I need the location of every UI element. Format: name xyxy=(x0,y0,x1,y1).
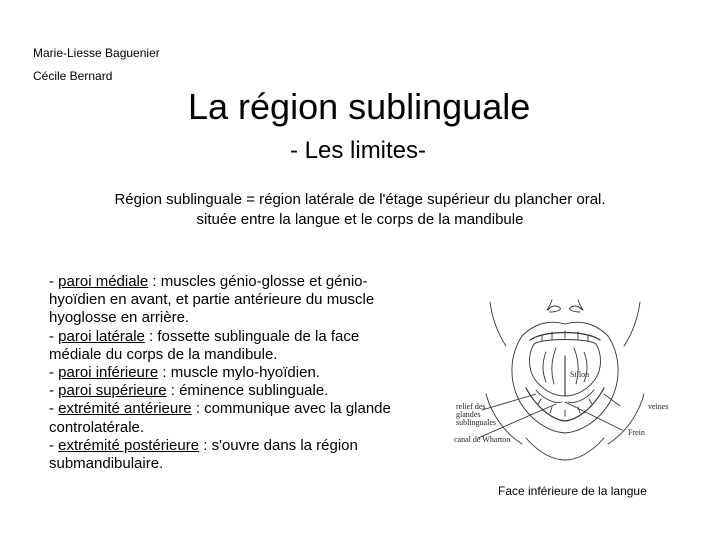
label-leader-line xyxy=(482,394,536,410)
tongue-vein xyxy=(543,352,546,382)
definition xyxy=(0,190,720,230)
label-leader-line xyxy=(565,402,622,430)
tongue-vein xyxy=(552,348,556,384)
figure-caption: Face inférieure de la langue xyxy=(498,484,647,498)
tongue-underside-illustration xyxy=(452,298,682,468)
cheek-line xyxy=(490,302,506,346)
chin-outline xyxy=(526,438,604,460)
limit-item-paroi-inferieure: - paroi inférieure : muscle mylo-hyoïdien. xyxy=(49,364,320,382)
label-leader-line xyxy=(604,394,620,406)
cheek-line xyxy=(624,302,640,346)
limit-item-paroi-superieure: - paroi supérieure : éminence sublinguale. xyxy=(49,382,329,400)
author-name: Cécile Bernard xyxy=(33,69,113,83)
figure-label-relief: glandes xyxy=(456,410,481,419)
limit-term: paroi médiale xyxy=(58,273,149,290)
author-name: Marie-Liesse Baguenier xyxy=(33,46,160,60)
limit-item-paroi-mediale: - paroi médiale : muscles génio-glosse et génio-hyoïdien en avant, et partie antérieure du muscle hyoglosse en arrière. xyxy=(49,273,375,327)
limit-item-extremite-anterieure: - extrémité antérieure : communique avec la glande controlatérale. xyxy=(49,400,391,436)
nostril xyxy=(570,306,582,312)
limit-item-extremite-posterieure: - extrémité postérieure : s'ouvre dans la région submandibulaire. xyxy=(49,436,358,473)
figure-label-frein: Frein xyxy=(628,428,645,437)
figure-label-veines: veines xyxy=(648,402,669,411)
limit-term: paroi inférieure xyxy=(58,364,159,382)
figure-label-sillon: Sillon xyxy=(570,370,590,379)
limit-term: extrémité postérieure xyxy=(58,436,200,454)
page-title: La région sublinguale xyxy=(188,86,531,127)
limit-term: extrémité antérieure xyxy=(58,400,192,418)
page-subtitle: - Les limites- xyxy=(290,137,427,164)
limit-term: paroi supérieure xyxy=(58,382,167,400)
limits-list xyxy=(49,273,404,473)
definition-line: située entre la langue et le corps de la mandibule xyxy=(196,211,524,228)
definition-line: Région sublinguale = région latérale de l'étage supérieur du plancher oral. xyxy=(114,191,606,208)
nostril xyxy=(548,306,560,312)
limit-item-paroi-laterale: - paroi latérale : fossette sublinguale de la face médiale du corps de la mandibule. xyxy=(49,327,360,363)
figure-label-canal: canal de Wharton xyxy=(454,435,511,444)
figure-label-relief: sublinguales xyxy=(456,418,496,427)
figure-label-relief: relief des xyxy=(456,402,486,411)
limit-term: paroi latérale xyxy=(58,327,145,345)
